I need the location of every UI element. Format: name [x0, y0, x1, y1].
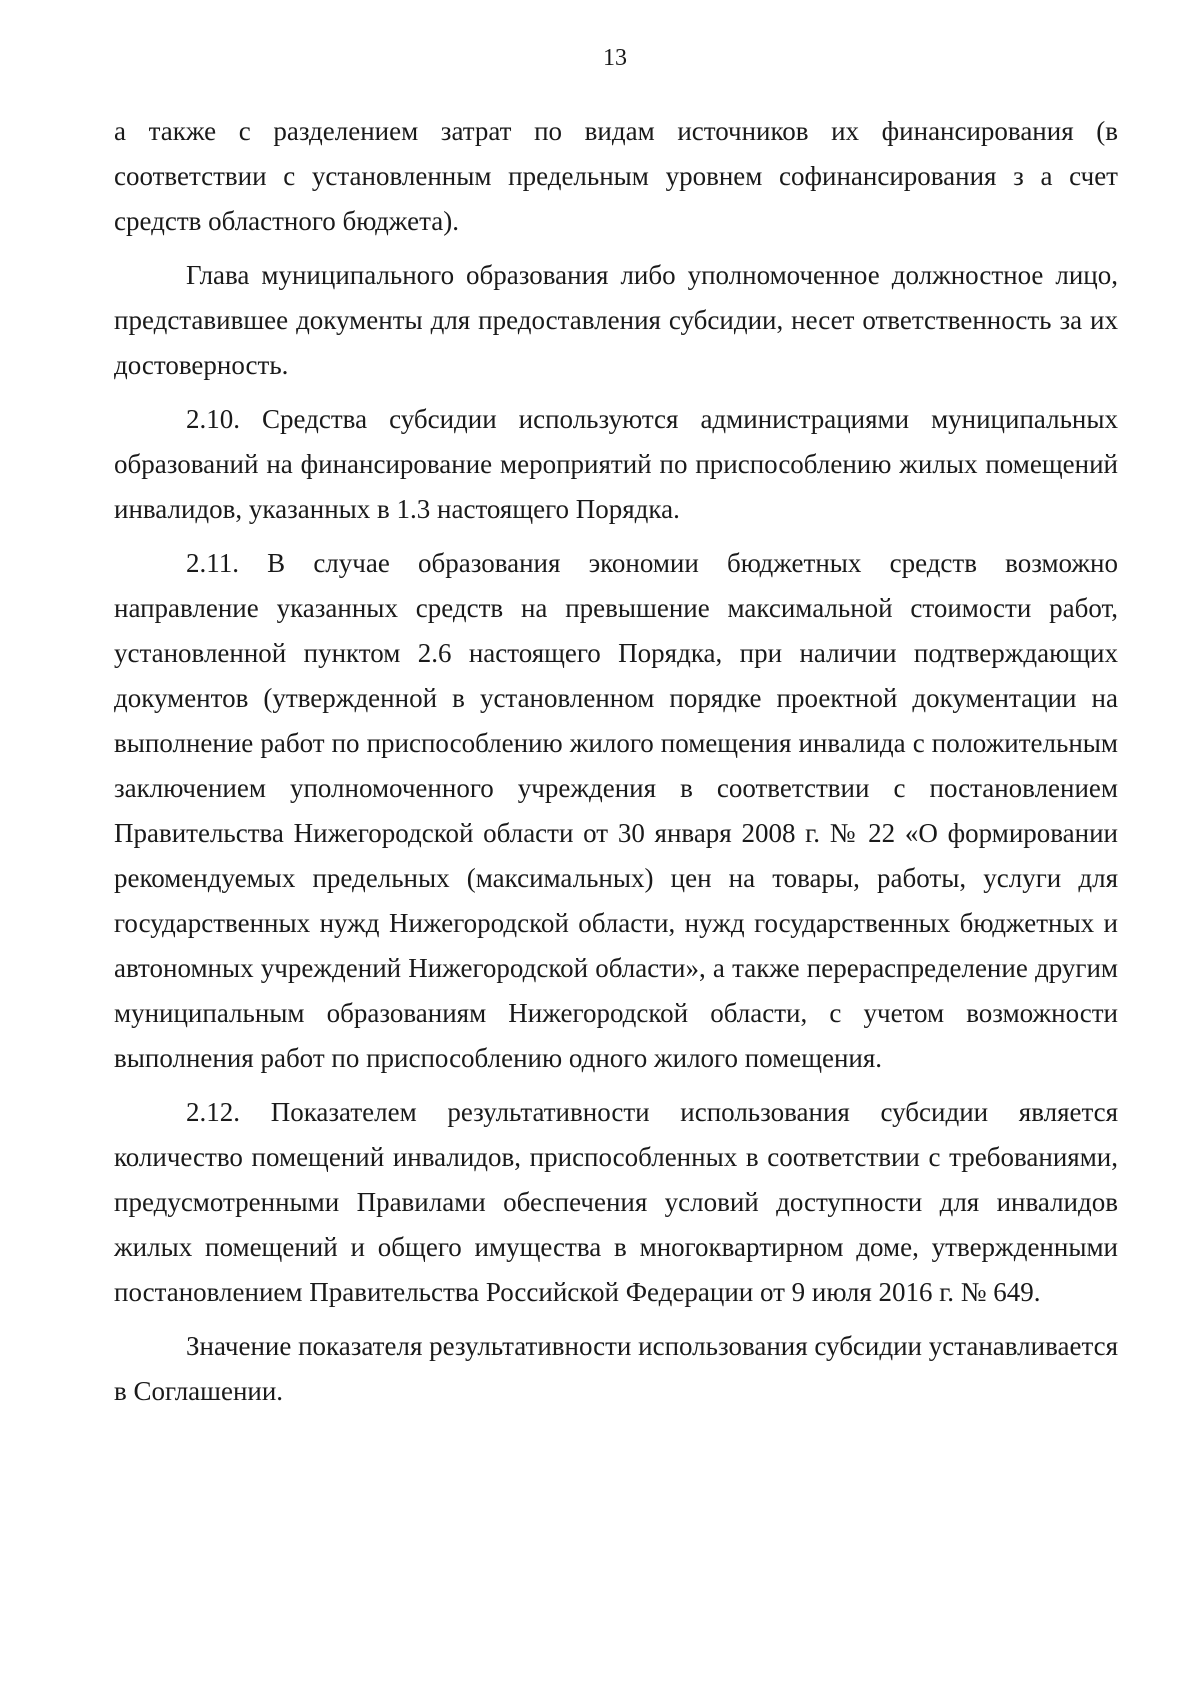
document-body: [114, 109, 1118, 1423]
paragraph-continuation: а также с разделением затрат по видам источников их финансирования (в соответствии с установленным предельным уровнем софинансирования з а счет средств областного бюджета).: [114, 116, 1118, 236]
paragraph-2-12: 2.12. Показателем результативности использования субсидии является количество помещений инвалидов, приспособленных в соответствии с требованиями, предусмотренными Правилами обеспечения условий доступности для инвалидов жилых помещений и общего имущества в многоквартирном доме, утвержденными постановлением Правительства Российской Федерации от 9 июля 2016 г. № 649.: [114, 1097, 1118, 1307]
paragraph-2-10: 2.10. Средства субсидии используются администрациями муниципальных образований на финансирование мероприятий по приспособлению жилых помещений инвалидов, указанных в 1.3 настоящего Порядка.: [114, 404, 1118, 524]
page-number: 13: [603, 45, 627, 71]
paragraph-indicator-value: Значение показателя результативности использования субсидии устанавливается в Соглашении.: [114, 1331, 1118, 1406]
paragraph-responsibility: Глава муниципального образования либо уполномоченное должностное лицо, представившее документы для предоставления субсидии, несет ответственность за их достоверность.: [114, 260, 1118, 380]
paragraph-2-11: 2.11. В случае образования экономии бюджетных средств возможно направление указанных средств на превышение максимальной стоимости работ, установленной пунктом 2.6 настоящего Порядка, при наличии подтверждающих документов (утвержденной в установленном порядке проектной документации на выполнение работ по приспособлению жилого помещения инвалида с положительным заключением уполномоченного учреждения в соответствии с постановлением Правительства Нижегородской области от 30 января 2008 г. № 22 «О формировании рекомендуемых предельных (максимальных) цен на товары, работы, услуги для государственных нужд Нижегородской области, нужд государственных бюджетных и автономных учреждений Нижегородской области», а также перераспределение другим муниципальным образованиям Нижегородской области, с учетом возможности выполнения работ по приспособлению одного жилого помещения.: [114, 548, 1118, 1073]
